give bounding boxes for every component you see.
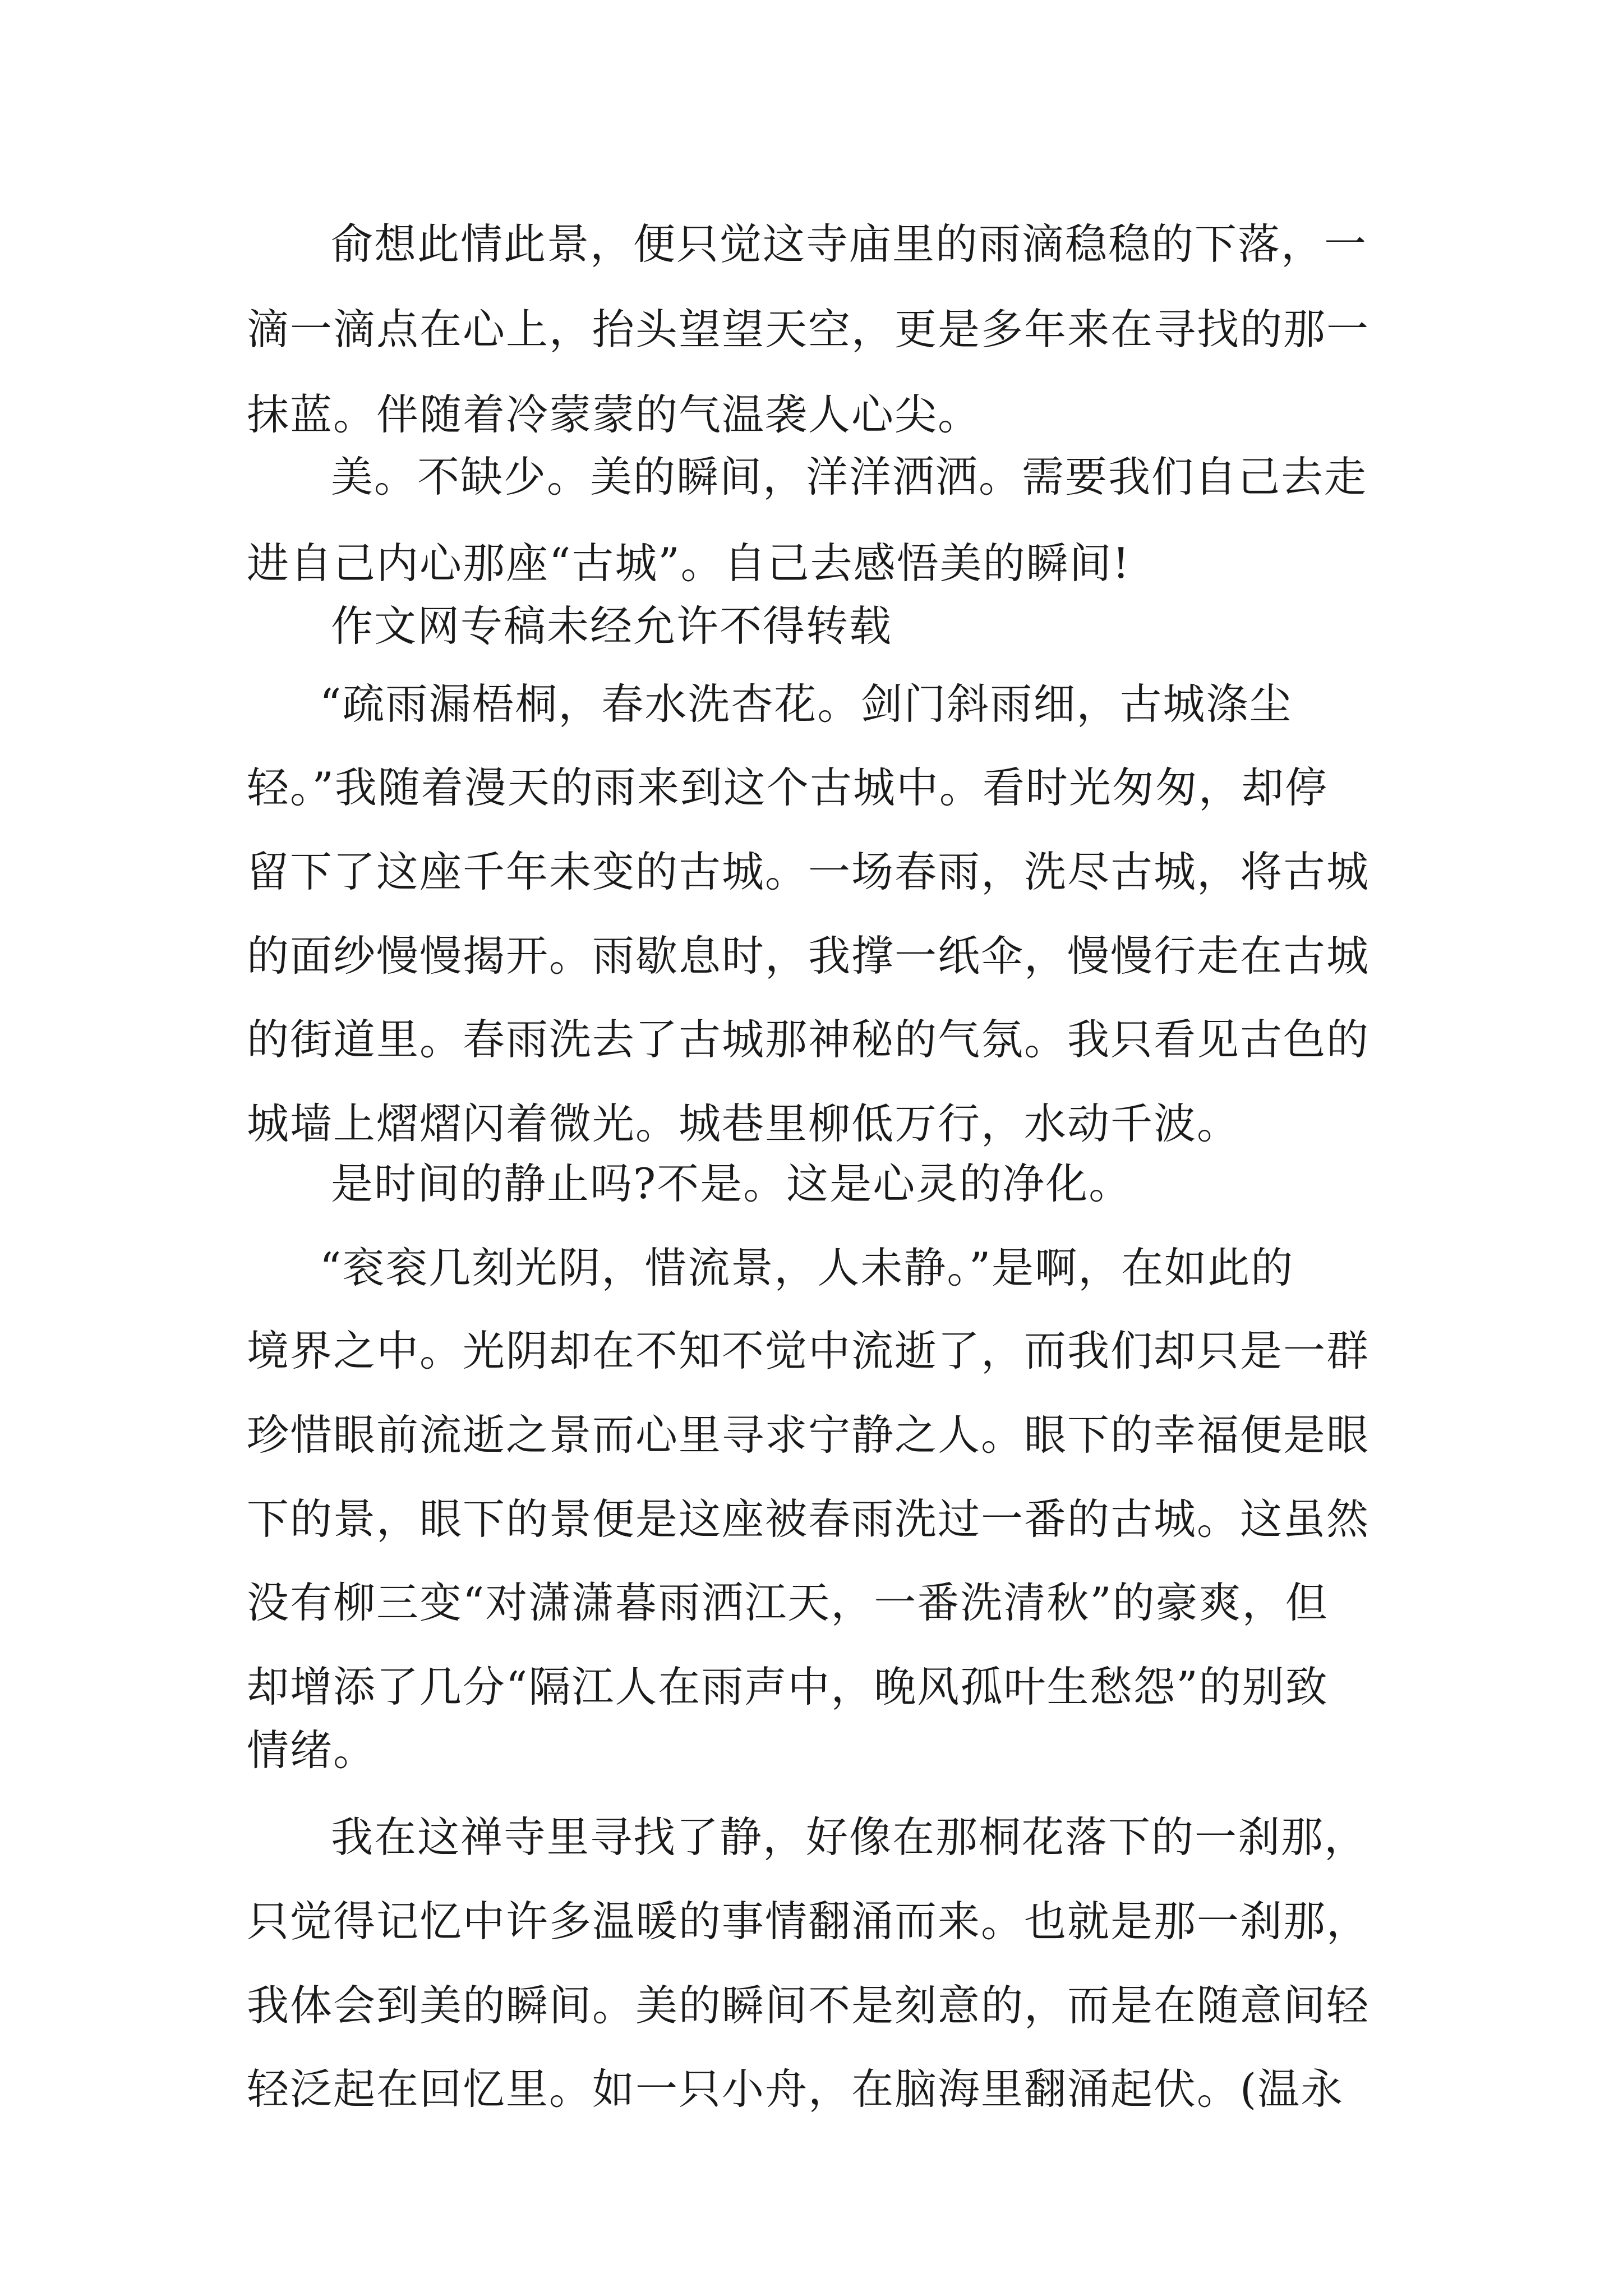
text-line-23: 我体会到美的瞬间。美的瞬间不是刻意的，而是在随意间轻 bbox=[247, 1981, 1370, 2030]
text-line-17: 下的景，眼下的景便是这座被春雨洗过一番的古城。这虽然 bbox=[247, 1494, 1370, 1544]
text-line-13: 是时间的静止吗?不是。这是心灵的净化。 bbox=[331, 1159, 1132, 1208]
text-line-3: 抹蓝。伴随着冷蒙蒙的气温袭人心尖。 bbox=[247, 390, 981, 439]
text-line-12: 城墙上熠熠闪着微光。城巷里柳低万行，水动千波。 bbox=[247, 1099, 1241, 1148]
text-line-15: 境界之中。光阴却在不知不觉中流逝了，而我们却只是一群 bbox=[247, 1326, 1370, 1375]
text-line-5: 进自己内心那座“古城”。自己去感悟美的瞬间! bbox=[247, 539, 1131, 588]
text-line-18: 没有柳三变“对潇潇暮雨洒江天，一番洗清秋”的豪爽，但 bbox=[247, 1578, 1329, 1627]
text-line-19: 却增添了几分“隔江人在雨声中，晚风孤叶生愁怨”的别致 bbox=[247, 1662, 1329, 1711]
text-line-6: 作文网专稿未经允许不得转载 bbox=[331, 601, 893, 651]
text-line-24: 轻泛起在回忆里。如一只小舟，在脑海里翻涌起伏。(温永 bbox=[247, 2064, 1344, 2114]
text-line-8: 轻。”我随着漫天的雨来到这个古城中。看时光匆匆，却停 bbox=[247, 763, 1328, 812]
text-line-1: 俞想此情此景，便只觉这寺庙里的雨滴稳稳的下落，一 bbox=[331, 219, 1368, 269]
text-line-11: 的街道里。春雨洗去了古城那神秘的气氛。我只看见古色的 bbox=[247, 1015, 1370, 1064]
text-line-16: 珍惜眼前流逝之景而心里寻求宁静之人。眼下的幸福便是眼 bbox=[247, 1410, 1370, 1460]
text-line-2: 滴一滴点在心上，抬头望望天空，更是多年来在寻找的那一 bbox=[247, 305, 1370, 354]
text-line-21: 我在这禅寺里寻找了静，好像在那桐花落下的一刹那， bbox=[331, 1812, 1368, 1862]
text-line-4: 美。不缺少。美的瞬间，洋洋洒洒。需要我们自己去走 bbox=[331, 452, 1368, 501]
text-line-22: 只觉得记忆中许多温暖的事情翻涌而来。也就是那一刹那， bbox=[247, 1897, 1370, 1946]
text-line-7: “疏雨漏梧桐，春水洗杏花。剑门斜雨细，古城涤尘 bbox=[320, 679, 1293, 729]
text-line-10: 的面纱慢慢揭开。雨歇息时，我撑一纸伞，慢慢行走在古城 bbox=[247, 931, 1370, 981]
text-line-20: 情绪。 bbox=[247, 1726, 377, 1775]
text-line-14: “衮衮几刻光阴，惜流景，人未静。”是啊，在如此的 bbox=[320, 1243, 1294, 1292]
text-line-9: 留下了这座千年未变的古城。一场春雨，洗尽古城，将古城 bbox=[247, 847, 1370, 896]
